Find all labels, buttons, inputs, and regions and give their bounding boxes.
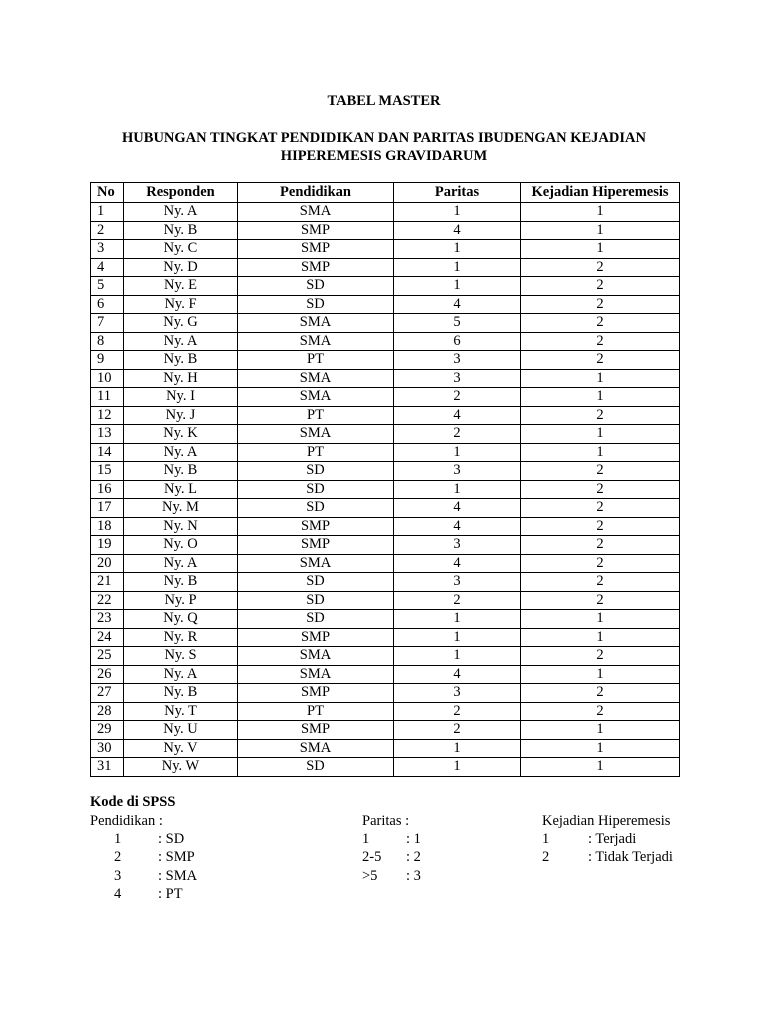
table-row (91, 591, 680, 610)
legend-item (542, 830, 673, 848)
cell-no: 3 (91, 240, 124, 259)
cell-responden: Ny. I (124, 388, 238, 407)
cell-pendidikan: SD (238, 591, 394, 610)
cell-paritas: 1 (394, 610, 521, 629)
legend-code: 3 (114, 867, 122, 884)
legend-value: : 2 (406, 849, 421, 866)
legend-code: 1 (542, 831, 550, 848)
legend-item (362, 848, 421, 866)
legend-code: 1 (114, 831, 122, 848)
cell-responden: Ny. C (124, 240, 238, 259)
cell-pendidikan: SMA (238, 332, 394, 351)
cell-kejadian-hiperemesis: 1 (521, 721, 680, 740)
cell-kejadian-hiperemesis: 1 (521, 203, 680, 222)
cell-paritas: 6 (394, 332, 521, 351)
cell-kejadian-hiperemesis: 2 (521, 277, 680, 296)
cell-responden: Ny. A (124, 203, 238, 222)
cell-pendidikan: SD (238, 480, 394, 499)
cell-pendidikan: SMP (238, 221, 394, 240)
cell-pendidikan: PT (238, 351, 394, 370)
cell-paritas: 4 (394, 554, 521, 573)
cell-pendidikan: SMA (238, 647, 394, 666)
cell-no: 10 (91, 369, 124, 388)
cell-kejadian-hiperemesis: 2 (521, 499, 680, 518)
cell-paritas: 4 (394, 406, 521, 425)
legend-paritas-label: Paritas : (362, 813, 410, 829)
legend-code: >5 (362, 867, 378, 884)
cell-paritas: 1 (394, 203, 521, 222)
table-row (91, 295, 680, 314)
cell-responden: Ny. M (124, 499, 238, 518)
legend-item (90, 867, 197, 885)
column-header-kejadian-hiperemesis: Kejadian Hiperemesis (521, 183, 680, 203)
legend-code: 2-5 (362, 849, 382, 866)
cell-responden: Ny. R (124, 628, 238, 647)
cell-no: 8 (91, 332, 124, 351)
cell-no: 4 (91, 258, 124, 277)
table-row (91, 647, 680, 666)
cell-kejadian-hiperemesis: 1 (521, 369, 680, 388)
cell-no: 1 (91, 203, 124, 222)
document-subtitle-line-1: HUBUNGAN TINGKAT PENDIDIKAN DAN PARITAS IBUDENGAN KEJADIAN (122, 130, 646, 146)
cell-pendidikan: SMP (238, 684, 394, 703)
table-row (91, 665, 680, 684)
legend-item (362, 867, 421, 885)
cell-paritas: 1 (394, 758, 521, 777)
table-row (91, 554, 680, 573)
table-row (91, 628, 680, 647)
cell-paritas: 4 (394, 221, 521, 240)
cell-responden: Ny. D (124, 258, 238, 277)
cell-responden: Ny. B (124, 684, 238, 703)
cell-pendidikan: SMP (238, 721, 394, 740)
cell-responden: Ny. Q (124, 610, 238, 629)
table-row (91, 758, 680, 777)
cell-paritas: 2 (394, 702, 521, 721)
cell-kejadian-hiperemesis: 2 (521, 406, 680, 425)
cell-pendidikan: SMA (238, 203, 394, 222)
cell-responden: Ny. U (124, 721, 238, 740)
cell-pendidikan: SMP (238, 536, 394, 555)
cell-no: 15 (91, 462, 124, 481)
table-row (91, 406, 680, 425)
cell-no: 16 (91, 480, 124, 499)
cell-kejadian-hiperemesis: 2 (521, 314, 680, 333)
cell-pendidikan: SMA (238, 314, 394, 333)
column-header-paritas: Paritas (394, 183, 521, 203)
cell-kejadian-hiperemesis: 1 (521, 221, 680, 240)
cell-pendidikan: SMA (238, 665, 394, 684)
cell-kejadian-hiperemesis: 2 (521, 295, 680, 314)
cell-kejadian-hiperemesis: 2 (521, 554, 680, 573)
cell-no: 12 (91, 406, 124, 425)
cell-responden: Ny. A (124, 443, 238, 462)
cell-paritas: 1 (394, 443, 521, 462)
cell-paritas: 4 (394, 295, 521, 314)
cell-no: 23 (91, 610, 124, 629)
cell-responden: Ny. S (124, 647, 238, 666)
cell-paritas: 5 (394, 314, 521, 333)
cell-responden: Ny. A (124, 665, 238, 684)
cell-kejadian-hiperemesis: 1 (521, 425, 680, 444)
column-header-no: No (91, 183, 124, 203)
table-row (91, 702, 680, 721)
cell-kejadian-hiperemesis: 2 (521, 573, 680, 592)
cell-responden: Ny. F (124, 295, 238, 314)
cell-paritas: 3 (394, 462, 521, 481)
cell-responden: Ny. P (124, 591, 238, 610)
cell-responden: Ny. L (124, 480, 238, 499)
cell-no: 11 (91, 388, 124, 407)
table-row (91, 499, 680, 518)
cell-kejadian-hiperemesis: 1 (521, 388, 680, 407)
table-row (91, 203, 680, 222)
cell-kejadian-hiperemesis: 1 (521, 443, 680, 462)
cell-no: 22 (91, 591, 124, 610)
legend-code: 1 (362, 831, 370, 848)
legend-value: : 3 (406, 867, 421, 884)
cell-responden: Ny. B (124, 351, 238, 370)
cell-paritas: 2 (394, 388, 521, 407)
legend-value: : SMP (158, 849, 195, 866)
legend-item (90, 848, 197, 866)
cell-kejadian-hiperemesis: 2 (521, 351, 680, 370)
cell-paritas: 4 (394, 499, 521, 518)
cell-no: 29 (91, 721, 124, 740)
legend-value: : Tidak Terjadi (588, 849, 673, 866)
cell-kejadian-hiperemesis: 1 (521, 240, 680, 259)
cell-pendidikan: SD (238, 499, 394, 518)
cell-responden: Ny. B (124, 462, 238, 481)
cell-kejadian-hiperemesis: 2 (521, 517, 680, 536)
cell-pendidikan: SMA (238, 369, 394, 388)
cell-responden: Ny. W (124, 758, 238, 777)
cell-responden: Ny. B (124, 573, 238, 592)
table-row (91, 369, 680, 388)
cell-no: 2 (91, 221, 124, 240)
cell-kejadian-hiperemesis: 2 (521, 591, 680, 610)
legend-kejadian-label: Kejadian Hiperemesis (542, 813, 671, 829)
cell-responden: Ny. A (124, 332, 238, 351)
cell-kejadian-hiperemesis: 2 (521, 536, 680, 555)
cell-no: 28 (91, 702, 124, 721)
cell-no: 26 (91, 665, 124, 684)
legend-value: : 1 (406, 831, 421, 848)
cell-pendidikan: SD (238, 295, 394, 314)
cell-no: 30 (91, 739, 124, 758)
legend-code: 2 (542, 849, 550, 866)
legend-value: : PT (158, 885, 183, 902)
cell-paritas: 4 (394, 517, 521, 536)
table-row (91, 684, 680, 703)
cell-kejadian-hiperemesis: 2 (521, 480, 680, 499)
cell-pendidikan: SMP (238, 258, 394, 277)
cell-responden: Ny. T (124, 702, 238, 721)
column-header-pendidikan: Pendidikan (238, 183, 394, 203)
cell-paritas: 3 (394, 573, 521, 592)
table-row (91, 221, 680, 240)
cell-pendidikan: PT (238, 702, 394, 721)
cell-kejadian-hiperemesis: 2 (521, 462, 680, 481)
cell-paritas: 4 (394, 665, 521, 684)
cell-pendidikan: SD (238, 573, 394, 592)
cell-pendidikan: SD (238, 277, 394, 296)
cell-paritas: 2 (394, 721, 521, 740)
table-row (91, 517, 680, 536)
cell-kejadian-hiperemesis: 2 (521, 258, 680, 277)
legend-item (362, 830, 421, 848)
cell-pendidikan: SMP (238, 517, 394, 536)
legend-item (90, 885, 197, 903)
cell-kejadian-hiperemesis: 1 (521, 610, 680, 629)
cell-pendidikan: SD (238, 610, 394, 629)
cell-kejadian-hiperemesis: 1 (521, 628, 680, 647)
cell-paritas: 1 (394, 240, 521, 259)
cell-responden: Ny. O (124, 536, 238, 555)
cell-pendidikan: SMA (238, 554, 394, 573)
cell-paritas: 1 (394, 628, 521, 647)
cell-no: 24 (91, 628, 124, 647)
cell-no: 27 (91, 684, 124, 703)
cell-kejadian-hiperemesis: 1 (521, 665, 680, 684)
legend-value: : Terjadi (588, 831, 637, 848)
cell-no: 7 (91, 314, 124, 333)
cell-paritas: 3 (394, 369, 521, 388)
cell-pendidikan: SMA (238, 388, 394, 407)
cell-kejadian-hiperemesis: 2 (521, 702, 680, 721)
cell-no: 19 (91, 536, 124, 555)
cell-responden: Ny. H (124, 369, 238, 388)
cell-responden: Ny. V (124, 739, 238, 758)
cell-pendidikan: PT (238, 406, 394, 425)
cell-paritas: 2 (394, 591, 521, 610)
cell-responden: Ny. G (124, 314, 238, 333)
cell-paritas: 3 (394, 684, 521, 703)
legend-value: : SMA (158, 867, 198, 884)
legend-paritas (362, 812, 421, 885)
table-row (91, 332, 680, 351)
cell-paritas: 2 (394, 425, 521, 444)
legend-kejadian-hiperemesis (542, 812, 673, 867)
cell-kejadian-hiperemesis: 1 (521, 758, 680, 777)
cell-no: 13 (91, 425, 124, 444)
legend-code: 4 (114, 885, 122, 902)
table-row (91, 425, 680, 444)
cell-pendidikan: SD (238, 462, 394, 481)
table-row (91, 480, 680, 499)
table-row (91, 240, 680, 259)
legend-pendidikan (90, 812, 197, 903)
cell-paritas: 3 (394, 351, 521, 370)
cell-no: 5 (91, 277, 124, 296)
cell-no: 21 (91, 573, 124, 592)
legend-item (90, 830, 197, 848)
table-row (91, 536, 680, 555)
cell-no: 25 (91, 647, 124, 666)
cell-no: 14 (91, 443, 124, 462)
cell-no: 20 (91, 554, 124, 573)
cell-pendidikan: PT (238, 443, 394, 462)
cell-no: 17 (91, 499, 124, 518)
cell-paritas: 1 (394, 258, 521, 277)
cell-paritas: 1 (394, 277, 521, 296)
cell-paritas: 1 (394, 480, 521, 499)
cell-kejadian-hiperemesis: 2 (521, 332, 680, 351)
table-header-row (91, 183, 680, 203)
table-row (91, 573, 680, 592)
cell-kejadian-hiperemesis: 2 (521, 684, 680, 703)
cell-pendidikan: SMA (238, 739, 394, 758)
legend-item (542, 848, 673, 866)
table-row (91, 610, 680, 629)
table-row (91, 258, 680, 277)
table-row (91, 462, 680, 481)
table-body (91, 203, 680, 777)
cell-responden: Ny. A (124, 554, 238, 573)
table-row (91, 443, 680, 462)
cell-kejadian-hiperemesis: 1 (521, 739, 680, 758)
table-row (91, 277, 680, 296)
legend-value: : SD (158, 831, 185, 848)
cell-no: 6 (91, 295, 124, 314)
cell-paritas: 3 (394, 536, 521, 555)
column-header-responden: Responden (124, 183, 238, 203)
document-title: TABEL MASTER (327, 93, 441, 109)
document-subtitle-line-2: HIPEREMESIS GRAVIDARUM (280, 148, 488, 164)
cell-no: 18 (91, 517, 124, 536)
cell-no: 9 (91, 351, 124, 370)
cell-paritas: 1 (394, 739, 521, 758)
cell-responden: Ny. K (124, 425, 238, 444)
cell-pendidikan: SMP (238, 240, 394, 259)
table-row (91, 388, 680, 407)
cell-responden: Ny. B (124, 221, 238, 240)
cell-no: 31 (91, 758, 124, 777)
cell-paritas: 1 (394, 647, 521, 666)
cell-pendidikan: SMP (238, 628, 394, 647)
legend-code: 2 (114, 849, 122, 866)
cell-pendidikan: SD (238, 758, 394, 777)
table-row (91, 739, 680, 758)
legend-title: Kode di SPSS (90, 794, 176, 810)
master-table (90, 182, 680, 777)
legend-pendidikan-label: Pendidikan : (90, 813, 163, 829)
cell-pendidikan: SMA (238, 425, 394, 444)
cell-kejadian-hiperemesis: 2 (521, 647, 680, 666)
cell-responden: Ny. J (124, 406, 238, 425)
table-row (91, 721, 680, 740)
cell-responden: Ny. N (124, 517, 238, 536)
cell-responden: Ny. E (124, 277, 238, 296)
table-row (91, 351, 680, 370)
table-row (91, 314, 680, 333)
